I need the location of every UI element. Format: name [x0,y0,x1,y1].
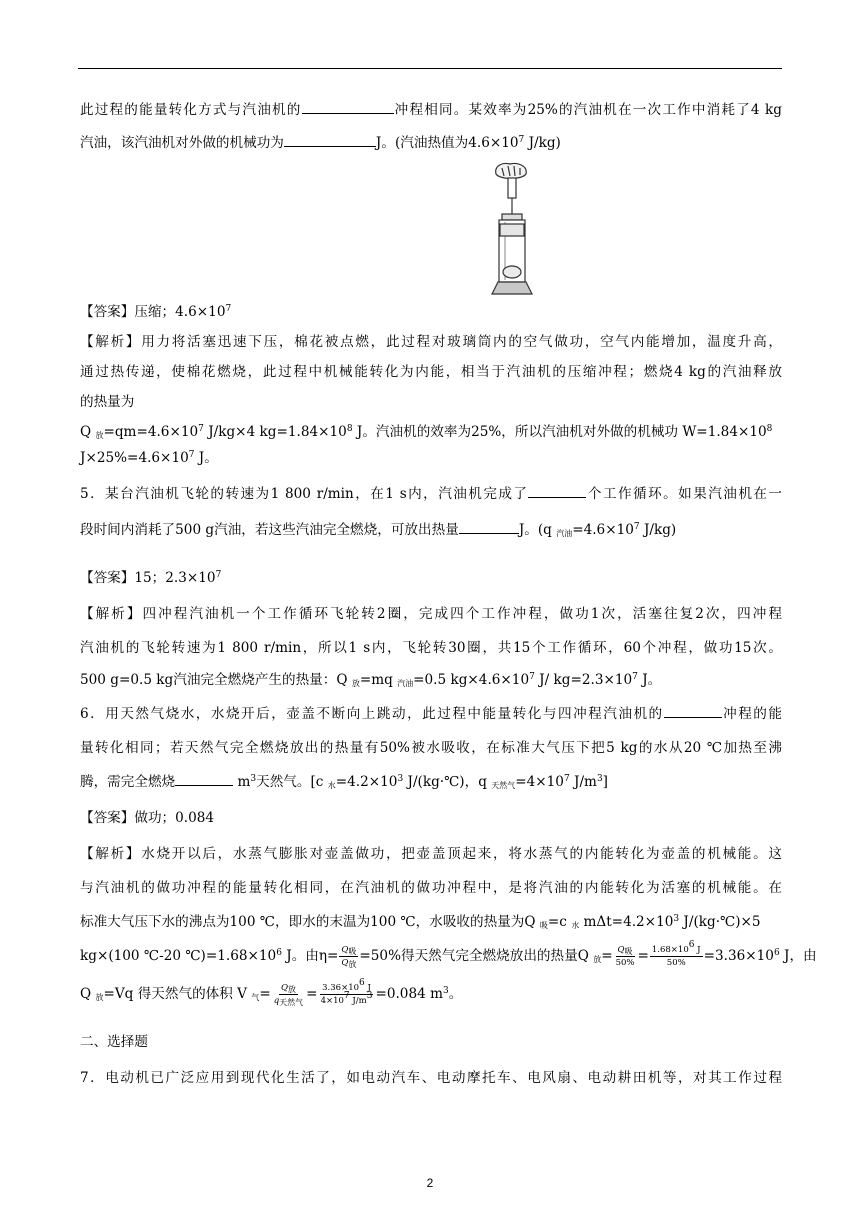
question-5-line-1: 5．某台汽油机飞轮的转速为1 800 r/min，在1 s内，汽油机完成了 个工作循环。如果汽油机在一 [80,482,782,506]
question-6-line-1: 6．用天然气烧水，水烧开后，壶盖不断向上跳动，此过程中能量转化与四冲程汽油机的 冲程的能 [80,702,782,726]
question-5-line-2: 段时间内消耗了500 g汽油，若这些汽油完全燃烧，可放出热量 J。(q $_{汽油}=4.6\times 10^7$ J/kg) [80,518,676,542]
question-6-line-2: 量转化相同；若天然气完全燃烧放出的热量有50%被水吸收，在标准大气压下把5 kg的水从20 ℃加热至沸 [80,740,782,756]
explanation-5-line-2: 汽油机的飞轮转速为1 800 r/min，所以1 s内，飞轮转30圈，共15个工作循环，60个冲程，做功15次。 [80,640,782,656]
blank-stroke-type[interactable] [664,703,722,718]
question-6-line-3: 腾，需完全燃烧 $m^3$天然气。[c $_水=4.2\times 10^3$ J/(kg·℃)，q $_{天然气}=4\times 10^7$ $J/m^3$] [80,770,608,794]
answer-5: 【答案】15；$2.3\times 10^7$ [80,570,222,586]
answer-4: 【答案】压缩；$4.6\times 10^7$ [80,304,232,320]
section-2-heading: 二、选择题 [80,1034,148,1050]
fraction-volume-symbolic: $\frac{Q_放}{q_{天然气}}$ [273,983,304,1007]
blank-gas-volume[interactable] [175,771,233,786]
explanation-4-line-3: 的热量为 [80,394,135,410]
explanation-5-line-1: 【解析】四冲程汽油机一个工作循环飞轮转2圈，完成四个工作冲程，做功1次，活塞往复2次，四冲程 [80,606,782,622]
fraction-efficiency: $\frac{Q_吸}{Q_放}$ [341,945,357,969]
question-4-line-2: 汽油，该汽油机对外做的机械功为 J。(汽油热值为$4.6\times 10^7$ J/kg) [80,131,561,155]
question-4-line-1: 此过程的能量转化方式与汽油机的 冲程相同。某效率为25%的汽油机在一次工作中消耗了4 kg [80,98,782,122]
fraction-heat-symbolic: $\frac{Q_吸}{50\%}$ [615,945,635,968]
header-rule [78,68,782,69]
explanation-5-line-3: 500 g=0.5 kg汽油完全燃烧产生的热量：Q $_放$=mq $_{汽油}$=0.5 $kg\times 4.6\times 10^7$ J/ $kg=2.3\times 10^7$ J。 [80,672,662,688]
question-7-line-1: 7．电动机已广泛应用到现代化生活了，如电动汽车、电动摩托车、电风扇、电动耕田机等，对其工作过程 [80,1070,782,1086]
blank-stroke[interactable] [302,99,394,114]
blank-work[interactable] [284,132,376,147]
answer-6: 【答案】做功；0.084 [80,810,215,826]
explanation-4-line-2: 通过热传递，使棉花燃烧，此过程中机械能转化为内能，相当于汽油机的压缩冲程；燃烧4 kg的汽油释放 [80,364,782,380]
page-number: 2 [426,1176,434,1190]
blank-cycles[interactable] [528,483,586,498]
fraction-heat-numeric: $\frac{1.68\times 10^6 J}{50\%}$ [651,940,701,968]
explanation-4-line-1: 【解析】用力将活塞迅速下压，棉花被点燃，此过程对玻璃筒内的空气做功，空气内能增加，温度升高， [80,334,782,350]
explanation-6-line-1: 【解析】水烧开以后，水蒸气膨胀对壶盖做功，把壶盖顶起来，将水蒸气的内能转化为壶盖的机械能。这 [80,846,782,862]
explanation-6-line-5: Q $_放$=Vq 得天然气的体积 V $_气$= $\frac{Q_放}{q_{天然气}}$ = $\frac{3.36\times 10^6 J}{4\times 10^7 J/m^3}$ =0.084 $m^3$。 [80,978,463,1007]
explanation-6-line-2: 与汽油机的做功冲程的能量转化相同，在汽油机的做功冲程中，是将汽油的内能转化为活塞的机械能。在 [80,880,782,896]
explanation-6-line-4: kg×(100 ℃-20 $℃)=1.68\times 10^6$ J。由η= $\frac{Q_吸}{Q_放}$ =50%得天然气完全燃烧放出的热量Q $_放$= $\frac{Q_吸}{50\%}$ = $\frac{1.68\times 10^6 J}{50\%}$ $=3.36\times 10^6$ J，由 [80,940,817,969]
air-compression-apparatus-figure [484,160,540,296]
explanation-4-line-5: $J\times 25\%=4.6\times 10^7$ J。 [80,450,218,466]
fraction-volume-numeric: $\frac{3.36\times 10^6 J}{4\times 10^7 J/m^3}$ [320,978,373,1006]
blank-heat[interactable] [459,519,519,534]
explanation-4-line-4: Q $_放=qm=4.6\times 10^7$ J/kg×4 $kg=1.84\times 10^8$ J。汽油机的效率为25%，所以汽油机对外做的机械功 $W=1.84\times 10^8$ [80,424,773,440]
explanation-6-line-3: 标准大气压下水的沸点为100 ℃，即水的末温为100 ℃，水吸收的热量为Q $_吸$=c $_水$ $m\Delta t=4.2\times 10^3$ J/(kg·℃)×5 [80,914,761,930]
